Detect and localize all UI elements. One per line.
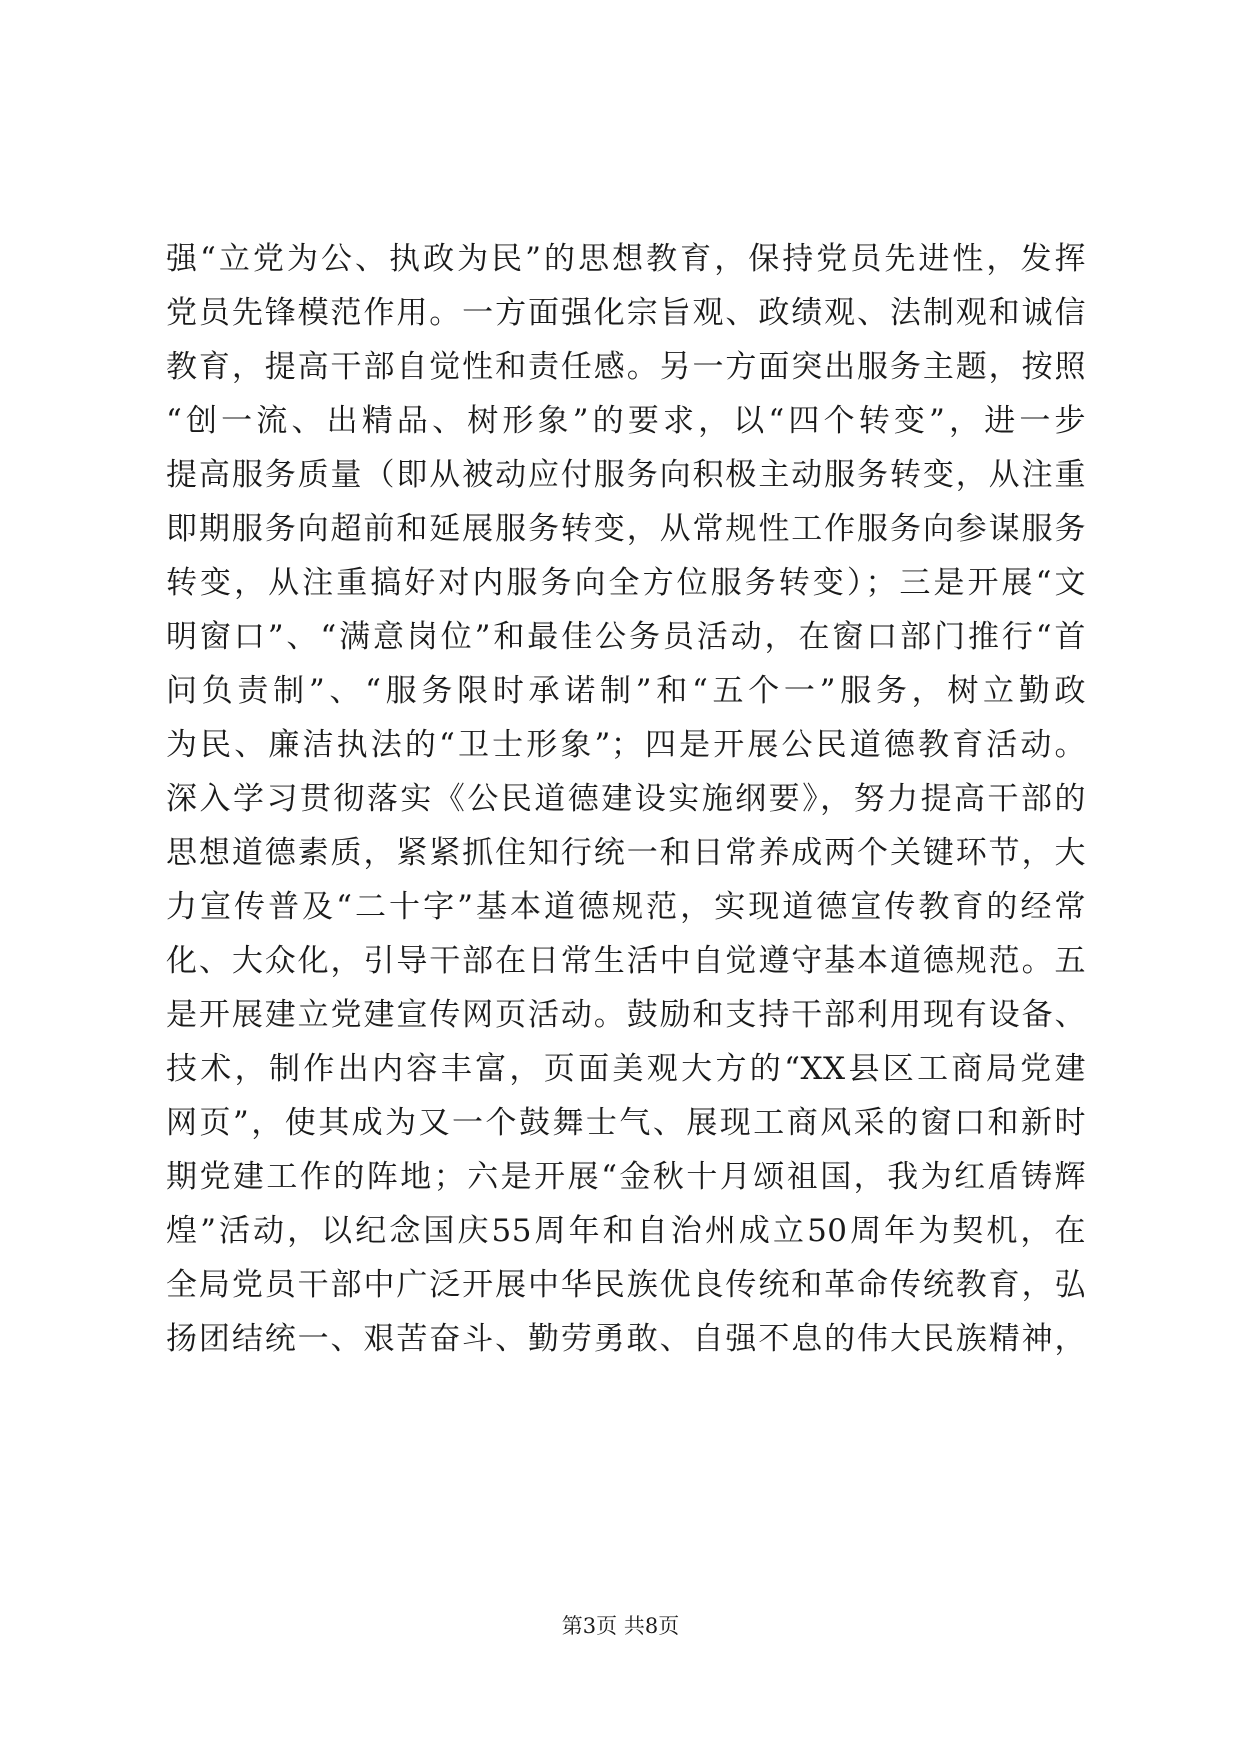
text-line: 扬团结统一、艰苦奋斗、勤劳勇敢、自强不息的伟大民族精神， xyxy=(166,1321,1086,1357)
page-number-footer: 第3页 共8页 xyxy=(561,1614,680,1638)
text-line: 即期服务向超前和延展服务转变，从常规性工作服务向参谋服务 xyxy=(166,511,1086,547)
text-line: 网页”，使其成为又一个鼓舞士气、展现工商风采的窗口和新时 xyxy=(166,1105,1086,1141)
text-line: 化、大众化，引导干部在日常生活中自觉遵守基本道德规范。五 xyxy=(166,943,1086,979)
text-line: 思想道德素质，紧紧抓住知行统一和日常养成两个关键环节，大 xyxy=(166,835,1086,871)
text-line: 教育，提高干部自觉性和责任感。另一方面突出服务主题，按照 xyxy=(166,349,1086,385)
text-line: 深入学习贯彻落实《公民道德建设实施纲要》，努力提高干部的 xyxy=(166,781,1086,817)
text-line: 技术，制作出内容丰富，页面美观大方的“XX县区工商局党建 xyxy=(166,1051,1086,1087)
text-line: 力宣传普及“二十字”基本道德规范，实现道德宣传教育的经常 xyxy=(166,889,1086,925)
text-line: 强“立党为公、执政为民”的思想教育，保持党员先进性，发挥 xyxy=(166,241,1086,277)
text-line: 期党建工作的阵地；六是开展“金秋十月颂祖国，我为红盾铸辉 xyxy=(166,1159,1086,1195)
text-line: 是开展建立党建宣传网页活动。鼓励和支持干部利用现有设备、 xyxy=(166,997,1086,1033)
text-line: 党员先锋模范作用。一方面强化宗旨观、政绩观、法制观和诚信 xyxy=(166,295,1086,331)
text-line: 问负责制”、“服务限时承诺制”和“五个一”服务，树立勤政 xyxy=(166,673,1086,709)
text-line: 明窗口”、“满意岗位”和最佳公务员活动，在窗口部门推行“首 xyxy=(166,619,1086,655)
text-line: 提高服务质量（即从被动应付服务向积极主动服务转变，从注重 xyxy=(166,457,1086,493)
text-line: 全局党员干部中广泛开展中华民族优良传统和革命传统教育，弘 xyxy=(166,1267,1086,1303)
text-line: 转变，从注重搞好对内服务向全方位服务转变）；三是开展“文 xyxy=(166,565,1086,601)
body-paragraph xyxy=(166,232,1086,1366)
text-line: “创一流、出精品、树形象”的要求，以“四个转变”，进一步 xyxy=(166,403,1086,439)
text-line: 为民、廉洁执法的“卫士形象”；四是开展公民道德教育活动。 xyxy=(166,727,1086,763)
text-line: 煌”活动，以纪念国庆55周年和自治州成立50周年为契机，在 xyxy=(166,1213,1086,1249)
